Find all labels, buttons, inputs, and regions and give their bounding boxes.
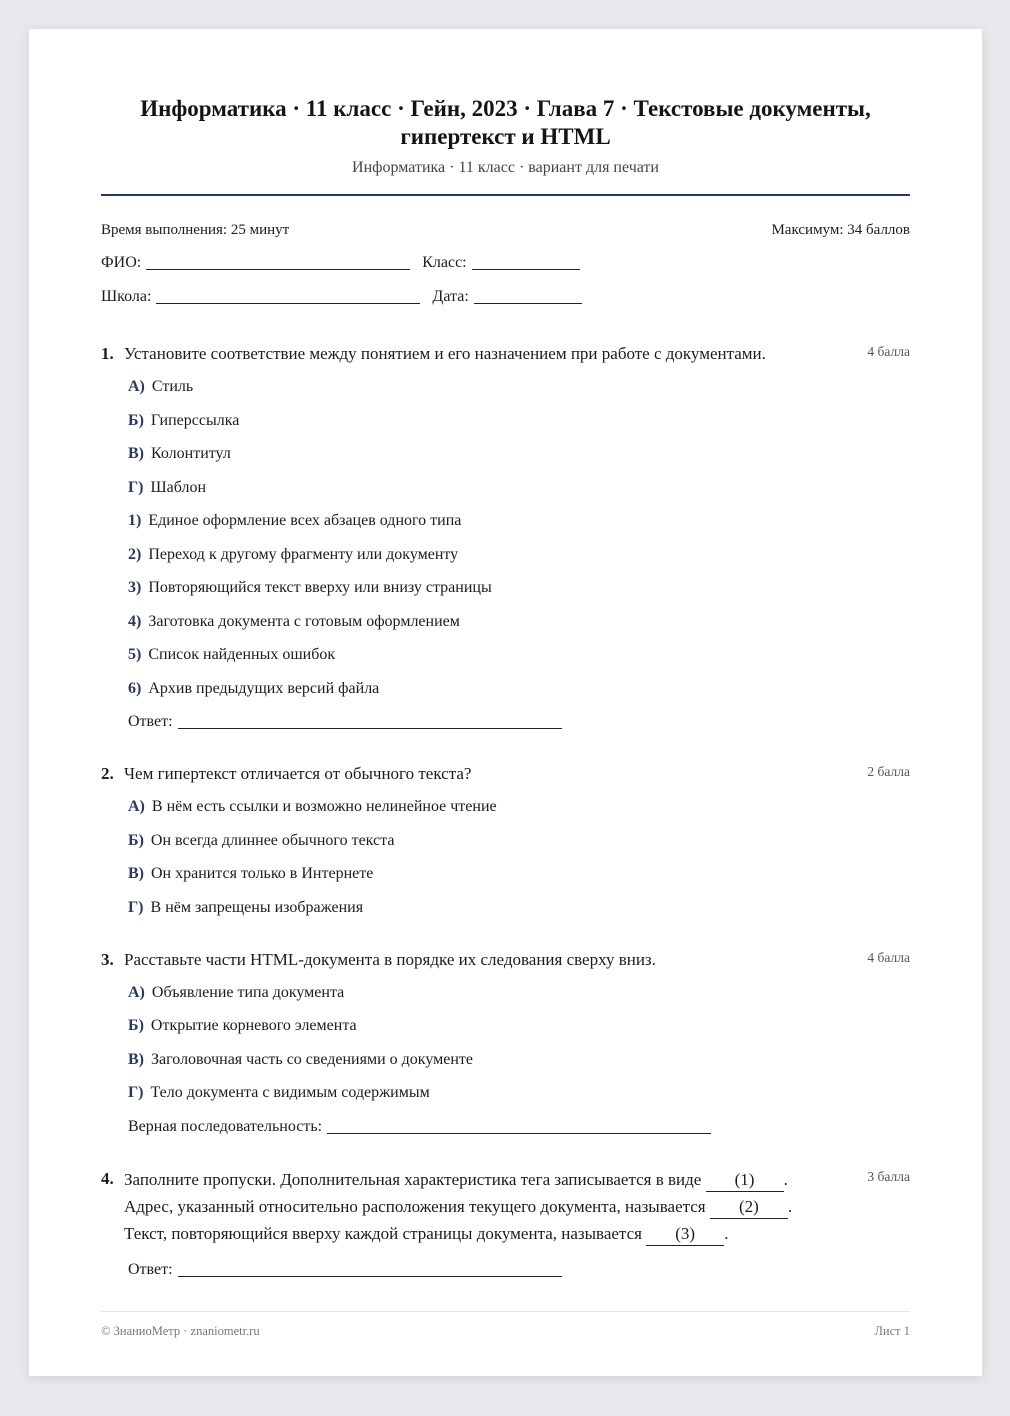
question-number: 1. (101, 344, 114, 363)
page-footer (101, 1311, 910, 1339)
option-item (128, 612, 910, 632)
page-content (101, 29, 910, 1376)
title-line-1: Информатика · 11 класс · Гейн, 2023 · Глава 7 · Текстовые документы, (140, 96, 871, 121)
fill-line (124, 1193, 850, 1220)
option-key: 6) (128, 679, 142, 697)
question-number: 3. (101, 949, 114, 969)
header-divider (101, 194, 910, 196)
class-label: Класс: (422, 254, 467, 271)
max-score: Максимум: 34 баллов (771, 222, 910, 238)
date-label: Дата: (432, 288, 469, 305)
option-key: Г) (128, 1084, 144, 1101)
option-key: Б) (128, 831, 144, 849)
question-text: Расставьте части HTML-документа в порядке их следования сверху вниз. (124, 949, 656, 969)
question-1 (101, 341, 910, 732)
option-text: Гиперссылка (150, 411, 240, 429)
answer-field[interactable] (178, 1275, 562, 1277)
time-limit: Время выполнения: 25 минут (101, 222, 290, 238)
option-item (128, 511, 910, 531)
question-1-head (101, 341, 910, 367)
student-fields-row-2 (101, 287, 910, 307)
option-item (128, 444, 910, 464)
option-text: В нём запрещены изображения (150, 898, 364, 916)
fill-punct: . (724, 1223, 729, 1243)
option-item (128, 645, 910, 665)
option-item (128, 1050, 910, 1070)
question-points: 4 балла (867, 344, 910, 359)
question-points: 2 балла (867, 764, 910, 779)
student-fields-row-1 (101, 253, 910, 273)
option-text: Тело документа с видимым содержимым (150, 1084, 430, 1101)
question-text: Установите соответствие между понятием и его назначением при работе с документами. (124, 344, 766, 363)
fill-text: Текст, повторяющийся вверху каждой страницы документа, называется (124, 1223, 642, 1243)
question-4-head (101, 1166, 910, 1247)
option-item (128, 377, 910, 397)
option-key: Б) (128, 1017, 144, 1034)
answer-row (128, 712, 910, 732)
fill-text: Заполните пропуски. Дополнительная характеристика тега записывается в виде (124, 1169, 702, 1189)
option-text: Единое оформление всех абзацев одного типа (148, 512, 462, 529)
option-item (128, 797, 910, 817)
option-text: Заголовочная часть со сведениями о документе (151, 1050, 474, 1068)
option-text: Шаблон (150, 478, 207, 496)
answer-field[interactable] (178, 727, 562, 729)
answer-label: Ответ: (128, 1260, 173, 1278)
fill-punct: . (783, 1169, 788, 1189)
option-key: В) (128, 445, 144, 462)
option-key: Б) (128, 411, 144, 429)
answer-field[interactable] (327, 1132, 711, 1134)
question-4 (101, 1166, 910, 1280)
meta-row (101, 220, 910, 240)
footer-sheet-number: Лист 1 (874, 1324, 910, 1338)
option-key: 2) (128, 545, 142, 563)
option-key: А) (128, 378, 145, 395)
answer-label: Верная последовательность: (128, 1117, 323, 1135)
option-item (128, 864, 910, 884)
question-2 (101, 761, 910, 918)
option-key: 1) (128, 512, 142, 529)
page-subtitle: Информатика · 11 класс · вариант для печати (352, 159, 659, 176)
option-text: Открытие корневого элемента (150, 1017, 357, 1034)
question-text: Чем гипертекст отличается от обычного текста? (124, 764, 472, 783)
option-text: Он хранится только в Интернете (151, 865, 374, 882)
fill-line (124, 1166, 850, 1193)
question-number: 4. (101, 1168, 114, 1188)
option-text: Повторяющийся текст вверху или внизу страницы (148, 579, 492, 596)
option-key: Г) (128, 478, 144, 496)
answer-label: Ответ: (128, 713, 173, 730)
school-label: Школа: (101, 288, 152, 305)
answer-row (128, 1117, 910, 1137)
option-text: Архив предыдущих версий файла (148, 679, 380, 697)
option-key: В) (128, 1050, 144, 1068)
date-field[interactable] (474, 302, 582, 304)
fio-field[interactable] (146, 268, 410, 270)
option-text: Список найденных ошибок (148, 646, 336, 663)
option-key: Г) (128, 898, 144, 916)
option-item (128, 983, 910, 1003)
option-text: Колонтитул (151, 445, 231, 462)
option-key: В) (128, 865, 144, 882)
option-key: 4) (128, 612, 142, 630)
question-points: 3 балла (867, 1168, 910, 1184)
fill-blank[interactable]: (2) (710, 1196, 788, 1219)
option-item (128, 478, 910, 498)
footer-copyright: © ЗнаниоМетр · znaniometr.ru (101, 1324, 260, 1338)
option-text: Он всегда длиннее обычного текста (150, 831, 395, 849)
option-key: А) (128, 798, 145, 815)
answer-row (128, 1260, 910, 1280)
option-text: Заготовка документа с готовым оформлением (148, 612, 460, 630)
question-number: 2. (101, 764, 114, 783)
school-field[interactable] (156, 302, 420, 304)
question-3 (101, 947, 910, 1137)
option-text: Объявление типа документа (151, 983, 345, 1001)
fill-blank[interactable]: (1) (706, 1169, 784, 1192)
fill-blank[interactable]: (3) (646, 1223, 724, 1246)
fill-text: Адрес, указанный относительно расположения текущего документа, называется (124, 1196, 706, 1216)
question-points: 4 балла (867, 949, 910, 965)
option-item (128, 898, 910, 918)
title-line-2: гипертекст и HTML (400, 124, 611, 149)
option-key: А) (128, 983, 145, 1001)
option-item (128, 1083, 910, 1103)
option-item (128, 545, 910, 565)
option-item (128, 831, 910, 851)
question-2-head (101, 761, 910, 787)
fill-line (124, 1220, 850, 1247)
question-3-head (101, 947, 910, 973)
option-item (128, 578, 910, 598)
option-text: Стиль (151, 378, 194, 395)
option-text: Переход к другому фрагменту или документу (148, 545, 459, 563)
option-item (128, 411, 910, 431)
page-title (101, 95, 910, 151)
option-text: В нём есть ссылки и возможно нелинейное чтение (151, 798, 497, 815)
option-key: 5) (128, 646, 142, 663)
class-field[interactable] (472, 268, 580, 270)
option-item (128, 1016, 910, 1036)
fill-punct: . (787, 1196, 793, 1216)
worksheet-page (29, 29, 982, 1376)
option-item (128, 679, 910, 699)
option-key: 3) (128, 579, 142, 596)
fio-label: ФИО: (101, 254, 142, 271)
